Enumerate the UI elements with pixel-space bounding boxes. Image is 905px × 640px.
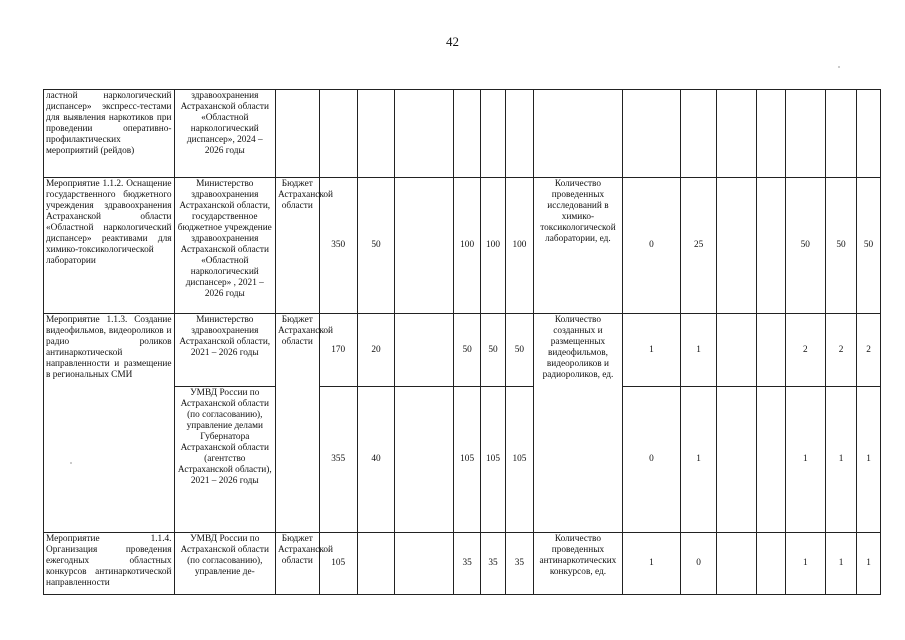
total-cell [319,90,357,178]
value-2021-cell: 1 [680,387,716,533]
cost-2022-cell [395,90,454,178]
value-2025-cell: 2 [825,314,856,387]
value-2026-cell: 2 [857,314,881,387]
value-2024-cell: 2 [785,314,825,387]
cost-2024-cell: 50 [481,314,506,387]
cost-2023-cell: 50 [454,314,481,387]
value-base-cell: 0 [622,387,680,533]
cost-2022-cell [395,314,454,387]
value-2023-cell [756,387,785,533]
executor-cell: Министерство здравоохранения Астраханской области, государственное бюджетное учреждение здравоохранения Астраханской области «Областной наркологический диспансер» , 2021 – 2026 годы [174,178,276,314]
cost-2021-cell: 50 [357,178,394,314]
total-cell: 350 [319,178,357,314]
value-2026-cell: 50 [857,178,881,314]
value-base-cell: 0 [622,178,680,314]
cost-2023-cell: 100 [454,178,481,314]
value-2022-cell [717,90,756,178]
value-base-cell: 1 [622,533,680,595]
cost-2021-cell: 40 [357,387,394,533]
indicator-cell [533,90,622,178]
value-2021-cell [680,90,716,178]
indicator-cell: Количество проведенных исследований в химико-токсикологической лаборатории, ед. [533,178,622,314]
value-2023-cell [756,314,785,387]
cost-2022-cell [395,178,454,314]
value-2024-cell: 1 [785,533,825,595]
cost-2021-cell [357,90,394,178]
indicator-cell: Количество проведенных антинаркотических конкурсов, ед. [533,533,622,595]
table-row [44,533,881,595]
executor-cell: Министерство здравоохранения Астраханской области, 2021 – 2026 годы [174,314,276,387]
value-2023-cell [756,178,785,314]
table-row [44,314,881,387]
value-2024-cell: 50 [785,178,825,314]
value-2023-cell [756,533,785,595]
cost-2024-cell [481,90,506,178]
value-base-cell: 1 [622,314,680,387]
cost-2023-cell [454,90,481,178]
cost-2024-cell: 35 [481,533,506,595]
value-2021-cell: 0 [680,533,716,595]
value-2021-cell: 25 [680,178,716,314]
value-2026-cell: 1 [857,533,881,595]
cost-2022-cell [395,533,454,595]
program-table [43,89,881,595]
value-2025-cell: 1 [825,533,856,595]
table-row [44,178,881,314]
value-2022-cell [717,533,756,595]
value-2022-cell [717,314,756,387]
cost-2025-cell: 35 [505,533,533,595]
value-2025-cell: 50 [825,178,856,314]
cost-2023-cell: 35 [454,533,481,595]
activity-cell: ластной наркологический диспансер» экспресс-тестами для выявления наркотиков при проведении оперативно-профилактических мероприятий (рейдов) [44,90,175,178]
scan-speck [838,66,840,68]
value-2026-cell [857,90,881,178]
source-cell: Бюджет Астраханской области [276,178,320,314]
total-cell: 170 [319,314,357,387]
source-cell: Бюджет Астраханской области [276,314,320,533]
value-2024-cell: 1 [785,387,825,533]
executor-cell: УМВД России по Астраханской области (по согласованию), управление де- [174,533,276,595]
value-2024-cell [785,90,825,178]
cost-2025-cell [505,90,533,178]
cost-2021-cell [357,533,394,595]
total-cell: 105 [319,533,357,595]
activity-cell: Мероприятие 1.1.4. Организация проведения ежегодных областных конкурсов антинаркотической направленности [44,533,175,595]
cost-2022-cell [395,387,454,533]
value-2023-cell [756,90,785,178]
cost-2025-cell: 105 [505,387,533,533]
executor-cell: здравоохранения Астраханской области «Областной наркологический диспансер», 2024 – 2026 годы [174,90,276,178]
value-2021-cell: 1 [680,314,716,387]
cost-2024-cell: 105 [481,387,506,533]
cost-2021-cell: 20 [357,314,394,387]
cost-2023-cell: 105 [454,387,481,533]
value-2026-cell: 1 [857,387,881,533]
page-number: 42 [446,34,459,49]
value-2022-cell [717,387,756,533]
executor-cell: УМВД России по Астраханской области (по согласованию), управление делами Губернатора Астраханской области (агентство Астраханской области), 2021 – 2026 годы [174,387,276,533]
value-2022-cell [717,178,756,314]
table-row [44,90,881,178]
cost-2025-cell: 100 [505,178,533,314]
value-2025-cell [825,90,856,178]
source-cell: Бюджет Астраханской области [276,533,320,595]
activity-cell: Мероприятие 1.1.2. Оснащение государственного бюджетного учреждения здравоохранения Астраханской области «Областной наркологический диспансер» реактивами для химико-токсикологической лаборатории [44,178,175,314]
cost-2024-cell: 100 [481,178,506,314]
activity-cell: Мероприятие 1.1.3. Создание видеофильмов, видеороликов и радио роликов антинаркотической направленности и размещение в региональных СМИ [44,314,175,533]
total-cell: 355 [319,387,357,533]
indicator-cell: Количество созданных и размещенных видеофильмов, видеороликов и радиороликов, ед. [533,314,622,533]
value-2025-cell: 1 [825,387,856,533]
cost-2025-cell: 50 [505,314,533,387]
source-cell [276,90,320,178]
value-base-cell [622,90,680,178]
